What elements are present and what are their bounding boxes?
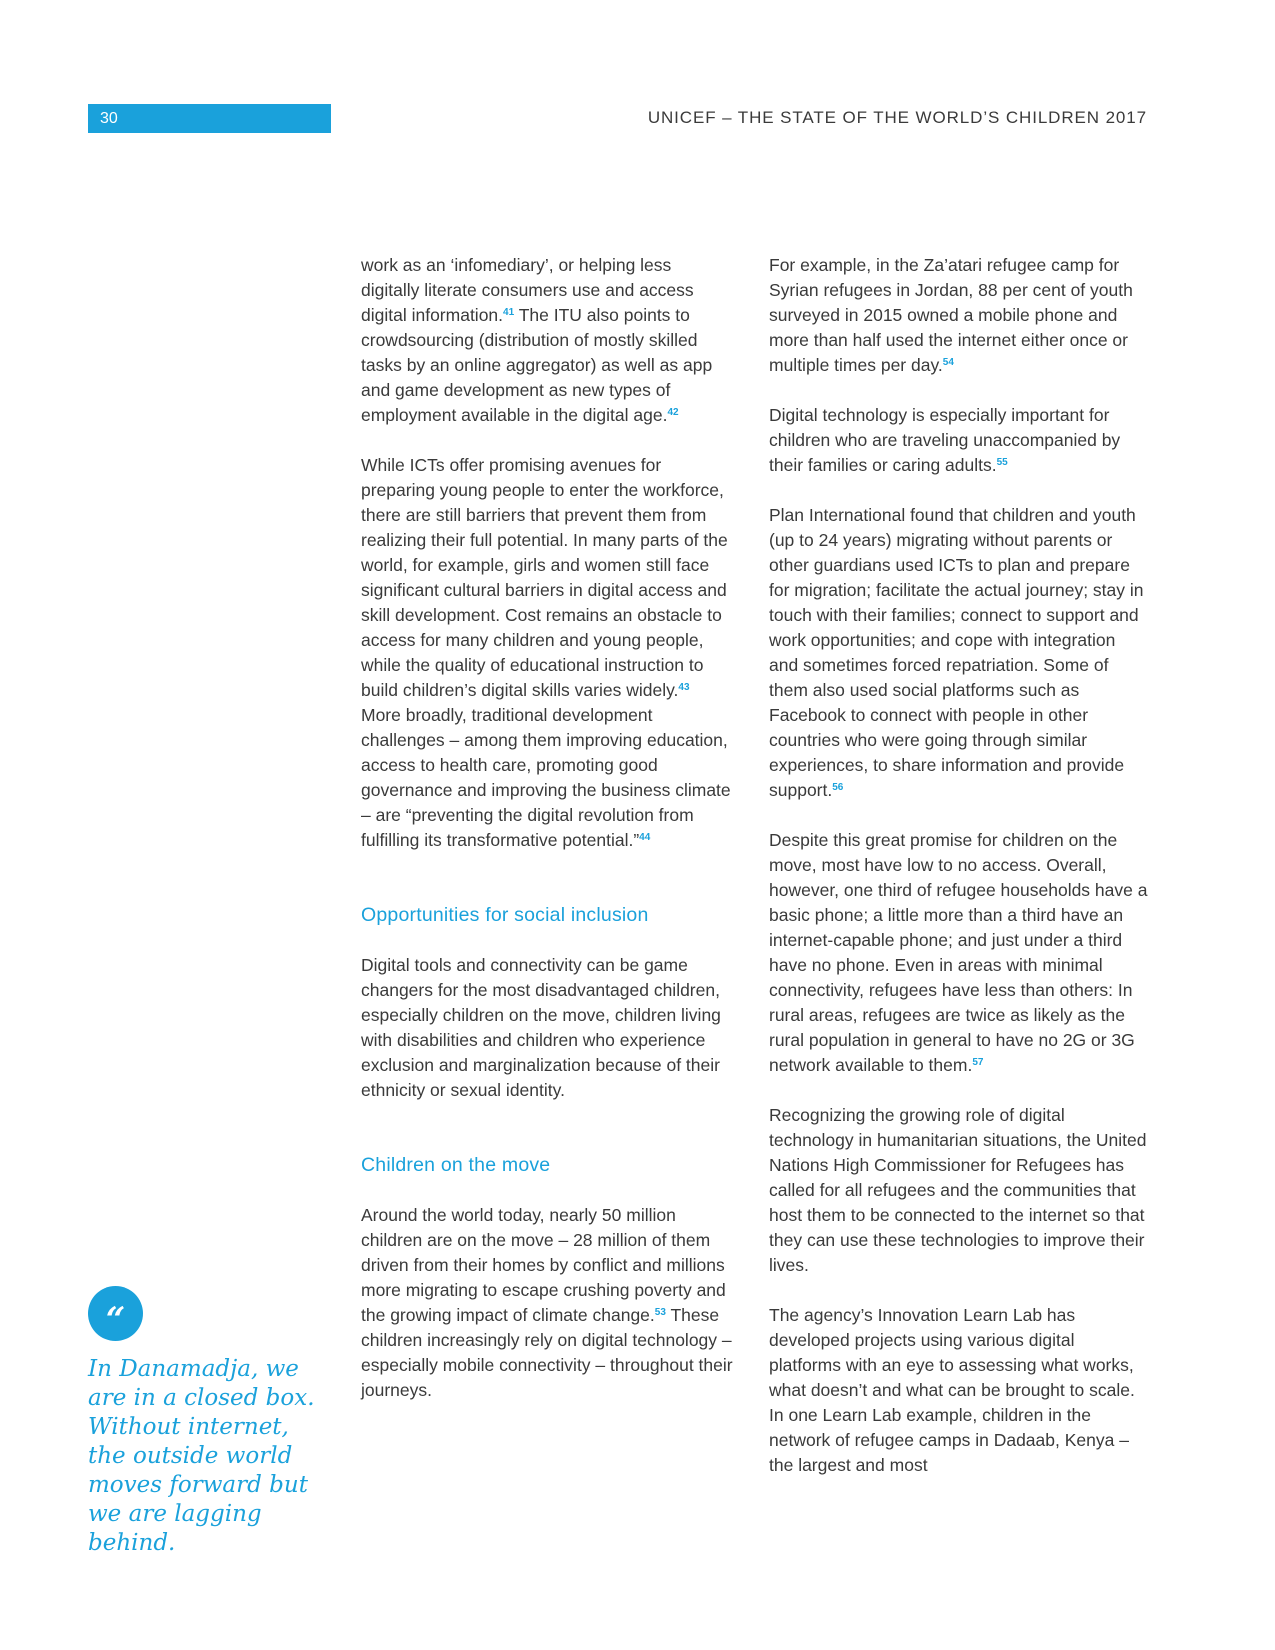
footnote-ref[interactable]: 56 <box>832 782 844 793</box>
footnote-ref[interactable]: 57 <box>972 1057 984 1068</box>
text-column-left <box>361 253 733 1428</box>
quote-mark-icon: “ <box>88 1286 143 1341</box>
page-number-bar <box>88 104 331 133</box>
paragraph: Plan International found that children and youth (up to 24 years) migrating without parents or other guardians used ICTs to plan and prepare for migration; facilitate the actual journey; stay in touch with their families; connect to support and work opportunities; and cope with integration and sometimes forced repatriation. Some of them also used social platforms such as Facebook to connect with people in other countries who were going through similar experiences, to share information and provide support.$^{56}$ <box>769 505 1144 800</box>
footnote-ref[interactable]: 43 <box>678 682 690 693</box>
pull-quote: In Danamadja, we are in a closed box. Without internet, the outside world moves forward but we are lagging behind. <box>88 1356 315 1556</box>
text-column-right <box>769 253 1149 1503</box>
section-heading: Children on the move <box>361 1154 551 1176</box>
footnote-ref[interactable]: 42 <box>667 407 679 418</box>
section-heading: Opportunities for social inclusion <box>361 904 649 926</box>
footnote-ref[interactable]: 54 <box>942 357 954 368</box>
footnote-ref[interactable]: 44 <box>639 832 651 843</box>
footnote-ref[interactable]: 53 <box>654 1307 666 1318</box>
paragraph: Digital technology is especially important for children who are traveling unaccompanied by their families or caring adults.$^{55}$ <box>769 405 1121 475</box>
paragraph: Despite this great promise for children on the move, most have low to no access. Overall, however, one third of refugee households have a basic phone; a little more than a third have an internet-capable phone; and just under a third have no phone. Even in areas with minimal connectivity, refugees have less than others: In rural areas, refugees are twice as likely as the rural population in general to have no 2G or 3G network available to them.$^{57}$ <box>769 830 1148 1075</box>
paragraph: work as an ‘infomediary’, or helping less digitally literate consumers use and access digital information.$^{41}$ The ITU also points to crowdsourcing (distribution of mostly skilled tasks by an online aggregator) as well as app and game development as new types of employment available in the digital age.$^{42}$ <box>361 255 713 425</box>
paragraph: Recognizing the growing role of digital technology in humanitarian situations, the United Nations High Commissioner for Refugees has called for all refugees and the communities that host them to be connected to the internet so that they can use these technologies to improve their lives. <box>769 1105 1147 1275</box>
paragraph: While ICTs offer promising avenues for preparing young people to enter the workforce, there are still barriers that prevent them from realizing their full potential. In many parts of the world, for example, girls and women still face significant cultural barriers in digital access and skill development. Cost remains an obstacle to access for many children and young people, while the quality of educational instruction to build children’s digital skills varies widely.$^{43}$ More broadly, traditional development challenges – among them improving education, access to health care, promoting good governance and improving the business climate – are “preventing the digital revolution from fulfilling its transformative potential.”$^{44}$ <box>361 455 731 850</box>
page-number: 30 <box>100 110 118 127</box>
footnote-ref[interactable]: 41 <box>503 307 515 318</box>
footnote-ref[interactable]: 55 <box>996 457 1008 468</box>
paragraph: The agency’s Innovation Learn Lab has developed projects using various digital platforms with an eye to assessing what works, what doesn’t and what can be brought to scale. In one Learn Lab example, children in the network of refugee camps in Dadaab, Kenya – the largest and most <box>769 1305 1135 1475</box>
paragraph: For example, in the Za’atari refugee camp for Syrian refugees in Jordan, 88 per cent of youth surveyed in 2015 owned a mobile phone and more than half used the internet either once or multiple times per day.$^{54}$ <box>769 255 1133 375</box>
running-header: UNICEF – THE STATE OF THE WORLD’S CHILDREN 2017 <box>647 108 1147 127</box>
paragraph: Digital tools and connectivity can be game changers for the most disadvantaged children, especially children on the move, children living with disabilities and children who experience exclusion and marginalization because of their ethnicity or sexual identity. <box>361 955 721 1100</box>
paragraph: Around the world today, nearly 50 million children are on the move – 28 million of them driven from their homes by conflict and millions more migrating to escape crushing poverty and the growing impact of climate change.$^{53}$ These children increasingly rely on digital technology – especially mobile connectivity – throughout their journeys. <box>361 1205 733 1400</box>
